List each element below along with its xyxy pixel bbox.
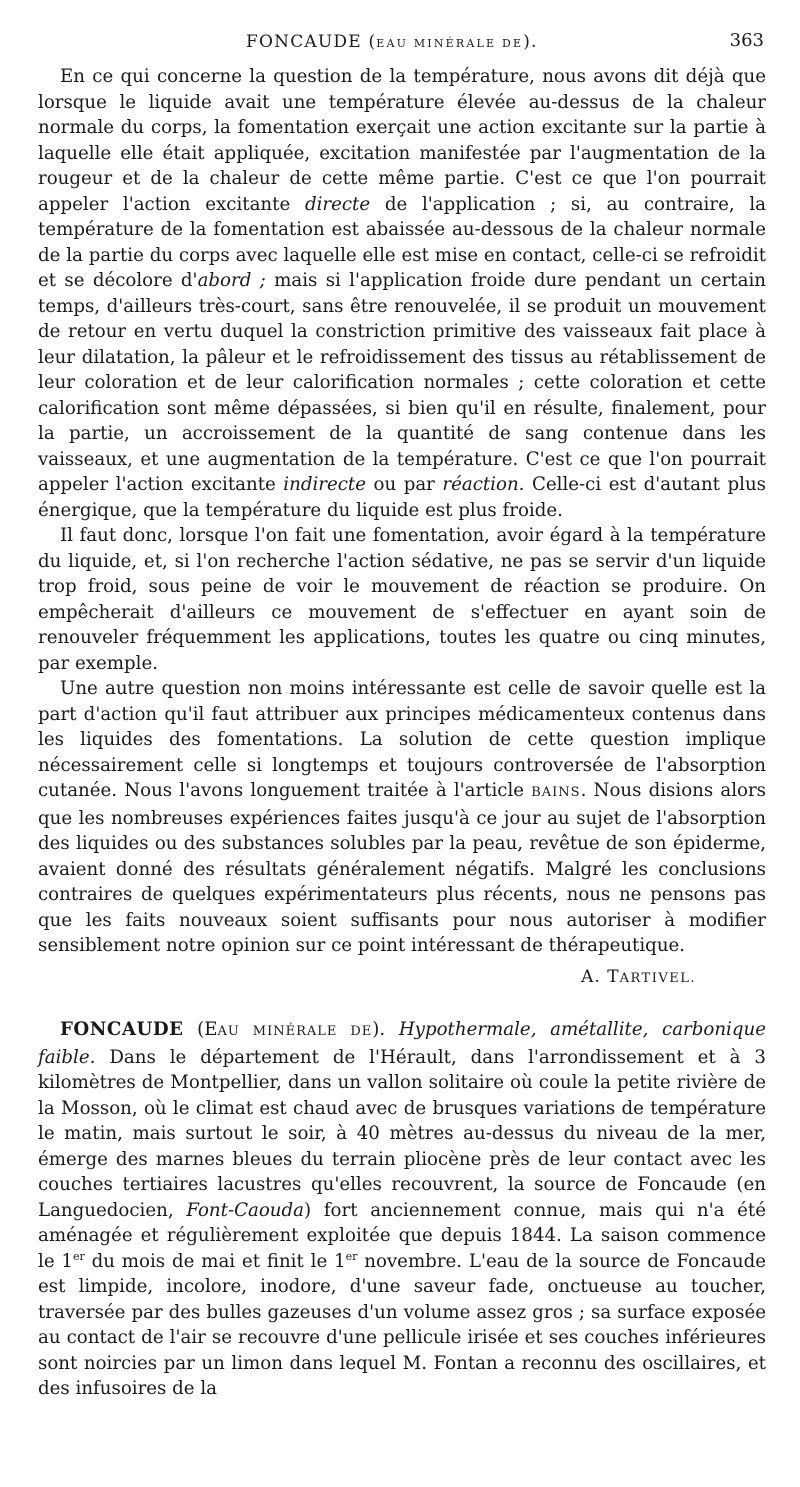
header-title [246, 32, 538, 52]
superscript: er [72, 1249, 85, 1263]
italic-run: indirecte [283, 474, 367, 495]
text-run: En ce qui concerne la question de la température, nous avons dit déjà que lorsque le liquide avait une température élevée au-dessus de la chaleur normale du corps, la fomentation exerçait une action excitante sur la partie à laquelle elle était appliquée, excitation manifestée par l'augmentation de la rougeur et de la chaleur de cette même partie. C'est ce que l'on pourrait appeler l'action excitante [38, 66, 766, 215]
smallcaps-run: AU MINÉRALE DE [217, 1024, 373, 1039]
italic-run: Font-Caouda [186, 1199, 304, 1221]
italic-run: réaction. [442, 474, 525, 495]
text-run: Dans le département de l'Hérault, dans l'arrondissement et à 3 kilomètres de Montpellier, dans un vallon solitaire où coule la petite rivière de la Mosson, où le climat est chaud avec de brusques variations de température le matin, mais surtout le soir, à 40 mètres au-dessus du niveau de la mer, émerge des marnes bleues du terrain pliocène près de leur contact avec les couches tertiaires lacustres qu'elles recouvrent, la source de Foncaude (en Languedocien, [38, 1046, 766, 1221]
italic-run: abord ; [197, 270, 266, 291]
paragraph-absorption [38, 676, 766, 959]
page-number: 363 [729, 30, 764, 51]
author-signature [38, 965, 696, 992]
text-run: novembre. L'eau de la source de Foncaude est limpide, incolore, inodore, d'une saveur fade, onctueuse au toucher, traversée par des bulles gazeuses d'un volume assez gros ; sa surface exposée au contact de l'air se recouvre d'une pellicule irisée et ses couches inférieures sont noircies par un limon dans lequel M. Fontan a reconnu des oscillaires, et des infusoires de la [38, 1250, 766, 1399]
body-text [38, 64, 766, 1402]
signature-smallcaps: ARTIVEL. [619, 970, 696, 986]
paragraph-fomentation: Il faut donc, lorsque l'on fait une fomentation, avoir égard à la température du liquide, et, si l'on recherche l'action sédative, ne pas se servir d'un liquide trop froid, sous peine de voir le mouvement de réaction se produire. On empêcherait d'ailleurs ce mouvement de s'effectuer en ayant soin de renouveler fréquemment les applications, toutes les quatre ou cinq minutes, par exemple. [38, 525, 766, 674]
entry-headword: FONCAUDE [60, 1019, 184, 1040]
entry-classification: Hypothermale, amétallite, carbonique faible. [38, 1019, 766, 1068]
text-run: ou par [366, 474, 443, 495]
text-run: (E [183, 1019, 218, 1040]
text-run: de l'application ; si, au contraire, la température de la fomentation est abaissée au-dessous de la chaleur normale de la partie du corps avec laquelle elle est mise en contact, celle-ci se refroidit et se décolore d' [38, 193, 766, 291]
signature-initial: A. T [581, 966, 620, 987]
dictionary-entry-foncaude [38, 1017, 766, 1402]
header-title-end: ). [523, 32, 538, 52]
smallcaps-run: BAINS [531, 785, 581, 800]
italic-run: directe [304, 193, 371, 215]
text-run: du mois de mai et finit le 1 [84, 1250, 346, 1272]
superscript: er [345, 1249, 358, 1263]
document-page [38, 30, 766, 1402]
text-run: ). [372, 1019, 399, 1040]
header-title-main: FONCAUDE ( [246, 32, 377, 52]
header-title-smallcaps: EAU MINÉRALE DE [376, 37, 524, 50]
text-run: ) fort anciennement connue, mais qui n'a été aménagée et régulièrement exploitée que depuis 1844. La saison commence le 1 [38, 1199, 767, 1272]
running-header [38, 30, 766, 60]
paragraph-temperature [38, 64, 766, 523]
text-run: . Nous disions alors que les nombreuses expériences faites jusqu'à ce jour au sujet de l'absorption des liquides ou des substances solubles par la peau, revêtue de son épiderme, avaient donné des résultats généralement négatifs. Malgré les conclusions contraires de quelques expérimentateurs plus récents, nous ne pensons pas que les faits nouveaux soient suffisants pour nous autoriser à modifier sensiblement notre opinion sur ce point intéressant de thérapeutique. [38, 780, 766, 956]
text-run: mais si l'application froide dure pendant un certain temps, d'ailleurs très-court, sans être renouvelée, il se produit un mouvement de retour en vertu duquel la constriction primitive des vaisseaux fait place à leur dilatation, la pâleur et le refroidissement des tissus au rétablissement de leur coloration et de leur calorification normales ; cette coloration et cette calorification sont même dépassées, si bien qu'il en résulte, finalement, pour la partie, un accroissement de la quantité de sang contenue dans les vaisseaux, et une augmentation de la température. C'est ce que l'on pourrait appeler l'action excitante [38, 270, 766, 495]
text-run: Celle-ci est d'autant plus énergique, que la température du liquide est plus froide. [38, 474, 767, 521]
text-run: Une autre question non moins intéressante est celle de savoir quelle est la part d'action qu'il faut attribuer aux principes médicamenteux contenus dans les liquides des fomentations. La solution de cette question implique nécessairement celle si longtemps et toujours controversée de l'absorption cutanée. Nous l'avons longuement traitée à l'article [38, 678, 766, 801]
